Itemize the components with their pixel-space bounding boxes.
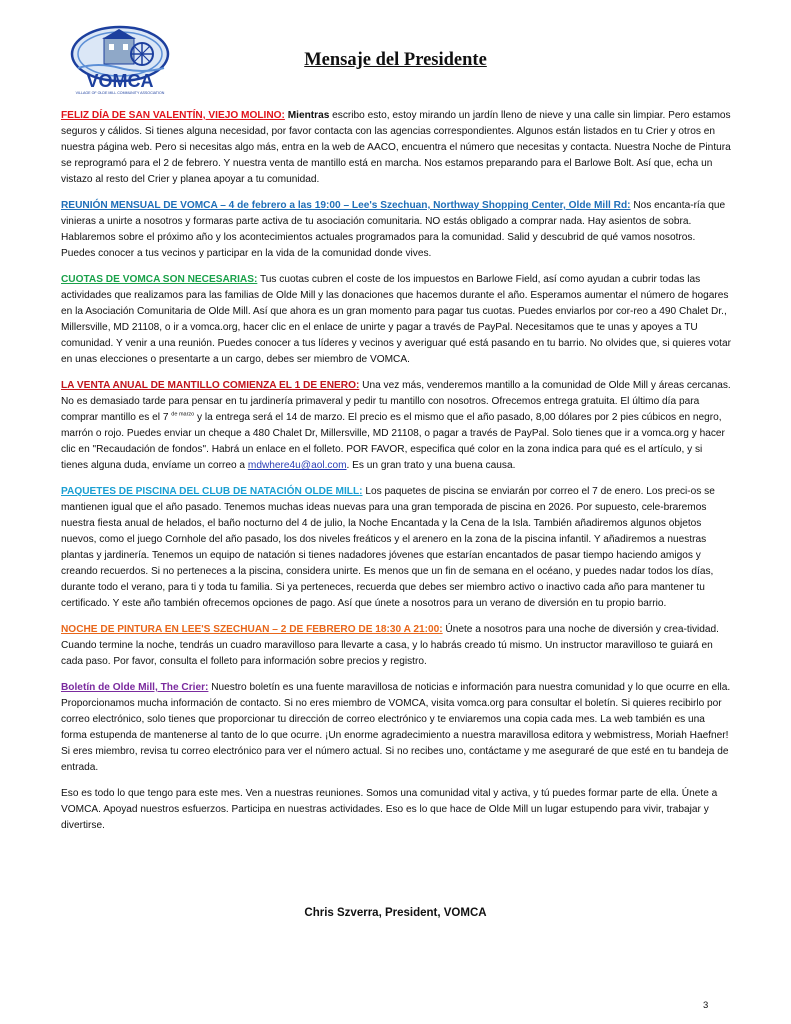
- paragraph-heading: FELIZ DÍA DE SAN VALENTÍN, VIEJO MOLINO:: [61, 110, 285, 121]
- letter-body: [61, 108, 731, 844]
- superscript-text: de marzo: [171, 411, 195, 418]
- signature: Chris Szverra, President, VOMCA: [304, 907, 487, 919]
- paragraph-heading: REUNIÓN MENSUAL DE VOMCA – 4 de febrero a las 19:00 – Lee's Szechuan, Northway Shopping Center, Olde Mill Rd:: [61, 200, 631, 211]
- paragraph-text: . Es un gran trato y una buena causa.: [346, 460, 516, 471]
- logo-subtext: VILLAGE OF OLDE MILL COMMUNITY ASSOCIATION: [75, 91, 165, 95]
- paragraph-heading: CUOTAS DE VOMCA SON NECESARIAS:: [61, 274, 258, 285]
- paragraph-text: Los paquetes de piscina se enviarán por correo el 7 de enero. Los preci-os se mantienen igual que el año pasado. Tenemos muchas ideas nuevas para una gran temporada de piscina en 2026. Por supuesto, cele-braremos nuestra fiesta anual de helados, el baño nocturno del 4 de julio, la Noche Encantada y la Cena de la Isla. También añadiremos algunos objetos nuevos, como el juego Cornhole del año pasado, los dos niveles freáticos y el arenero en la zona de la piscina infantil. Y añadiremos a nuestras plantas y jardinería. Tenemos un equipo de natación si tienes nadadores jóvenes que estarían encantados de pasar tiempo haciendo amigos y creando recuerdos. Si no perteneces a la piscina, considera unirte. Es menos que un fin de semana en el océano, y puedes nadar todos los días, durante todo el verano, para ti y toda tu familia. Si ya perteneces, recuerda que debes ser miembro activo o inactivo cada año para mantener tu certificado. Y este año también ofrecemos opciones de pago. Así que únete a nosotros para un verano de diversión en tu propio barrio.: [61, 486, 715, 609]
- paragraph-valentine: [61, 108, 731, 188]
- paragraph-text: Nos encanta-ría que vinieras a unirte a nosotros y formaras parte activa de tu asociación comunitaria. NO estás obligado a comprar nada. Hay asientos de sobra. Hablaremos sobre el próximo año y los acontecimientos actuales programados para la comunidad. Salid y descubrid de qué vamos nosotros. Puedes conocer a tus vecinos y participar en la vida de la comunidad donde vives.: [61, 200, 726, 259]
- logo-text: VOMCA: [86, 71, 154, 91]
- page-title: Mensaje del Presidente: [304, 50, 487, 70]
- paragraph-meeting: [61, 198, 731, 262]
- paragraph-text: Nuestro boletín es una fuente maravillosa de noticias e información para nuestra comunidad y lo que ocurre en ella. Proporcionamos mucha información de contacto. Si no eres miembro de VOMCA, visita vomca.org para consultar el boletín. Si quieres recibirlo por correo electrónico, solo tienes que proporcionar tu dirección de correo electrónico y te enviaremos una copia cada mes. La web también es una forma estupenda de mantenerse al tanto de lo que ocurre. ¡Un enorme agradecimiento a nuestra maravillosa editora y webmistress, Moriah Haefner! Si eres miembro, revisa tu correo electrónico para ver el número actual. Si no recibes uno, contáctame y me aseguraré de que esté en tu bandeja de entrada.: [61, 682, 731, 773]
- paragraph-dues: [61, 272, 731, 368]
- paragraph-text: Tus cuotas cubren el coste de los impuestos en Barlowe Field, así como ayudan a cubrir todas las actividades que realizamos para las familias de Olde Mill y las donaciones que hacemos durante el año. Esperamos aumentar el número de hogares en la Asociación Comunitaria de Olde Mill. Así que ahora es un gran momento para pagar tus cuotas. Puedes enviarlos por cor-reo a 490 Chalet Dr., Millersville, MD 21108, o ir a vomca.org, hacer clic en el enlace de unirte y pagar a través de PayPal. Necesitamos que te unas y apoyes a TU comunidad. Y venir a una reunión. Puedes conocer a tus líderes y vecinos y averiguar qué está pasando en tu barrio. No olvides que, si quieres votar en unas elecciones o presentarte a un cargo, debes ser miembro de VOMCA.: [61, 274, 731, 365]
- paragraph-text: Únete a nosotros para una noche de diversión y crea-tividad. Cuando termine la noche, tendrás un cuadro maravilloso para llevarte a casa, y lo habrás creado tú mismo. Un instructor maravilloso te guiará en cada paso. Por favor, consulta el folleto para información sobre precios y registro.: [61, 624, 719, 667]
- paragraph-mulch: [61, 378, 731, 474]
- paragraph-heading: NOCHE DE PINTURA EN LEE'S SZECHUAN – 2 DE FEBRERO DE 18:30 A 21:00:: [61, 624, 443, 635]
- paragraph-text: escribo esto, estoy mirando un jardín lleno de nieve y una calle sin limpiar. Pero estamos seguros y cálidos. Si tienes alguna necesidad, por favor contacta con las agencias correspondientes. Algunos están listados en tu Crier y otros en nuestra página web. Pero si necesitas algo más, entra en la web de AACO, encuentra el número que necesitas y contacta. Nuestra Noche de Pintura se reprogramó para el 2 de febrero. Y nuestra venta de mantillo está en marcha. Nos estamos preparando para el Barlowe Bolt. Así que, echa un vistazo al resto del Crier y planea apoyar a tu comunidad.: [61, 110, 731, 185]
- paragraph-heading: PAQUETES DE PISCINA DEL CLUB DE NATACIÓN OLDE MILL:: [61, 486, 363, 497]
- paragraph-text: y la entrega será el 14 de marzo. El precio es el mismo que el año pasado, 8,00 dólares por 2 pies cúbicos en negro, marrón o rojo. Puedes enviar un cheque a 480 Chalet Dr, Millersville, MD 21108, o pagar a través de PayPal. Solo tienes que ir a vomca.org y hacer clic en "Recaudación de fondos". Habrá un enlace en el folleto. POR FAVOR, especifica qué color en la zona indica para qué es el artículo, y si tienes alguna duda, envíame un correo a: [61, 412, 725, 471]
- paragraph-newsletter: [61, 680, 731, 776]
- paragraph-text: Una vez más, venderemos mantillo a la comunidad de Olde Mill y áreas cercanas. No es demasiado tarde para pensar en tu jardinería primaveral y pedir tu mantillo con nosotros. Ofrecemos entrega gratuita. El último día para comprar mantillo es el 7: [61, 380, 731, 423]
- email-link[interactable]: mdwhere4u@aol.com: [247, 460, 347, 471]
- paragraph-pool: [61, 484, 731, 612]
- paragraph-closing: [61, 786, 731, 834]
- paragraph-paint-night: [61, 622, 731, 670]
- paragraph-heading: Boletín de Olde Mill, The Crier:: [61, 682, 209, 693]
- paragraph-heading: LA VENTA ANUAL DE MANTILLO COMIENZA EL 1 DE ENERO:: [61, 380, 360, 391]
- page-number: 3: [703, 1000, 709, 1011]
- paragraph-text: Eso es todo lo que tengo para este mes. Ven a nuestras reuniones. Somos una comunidad vital y activa, y tú puedes formar parte de ella. Únete a VOMCA. Apoyad nuestros esfuerzos. Participa en nuestras actividades. Eso es lo que hace de Olde Mill un lugar estupendo para vivir, trabajar y divertirse.: [61, 788, 718, 831]
- paragraph-bold-text: Mientras: [284, 110, 330, 121]
